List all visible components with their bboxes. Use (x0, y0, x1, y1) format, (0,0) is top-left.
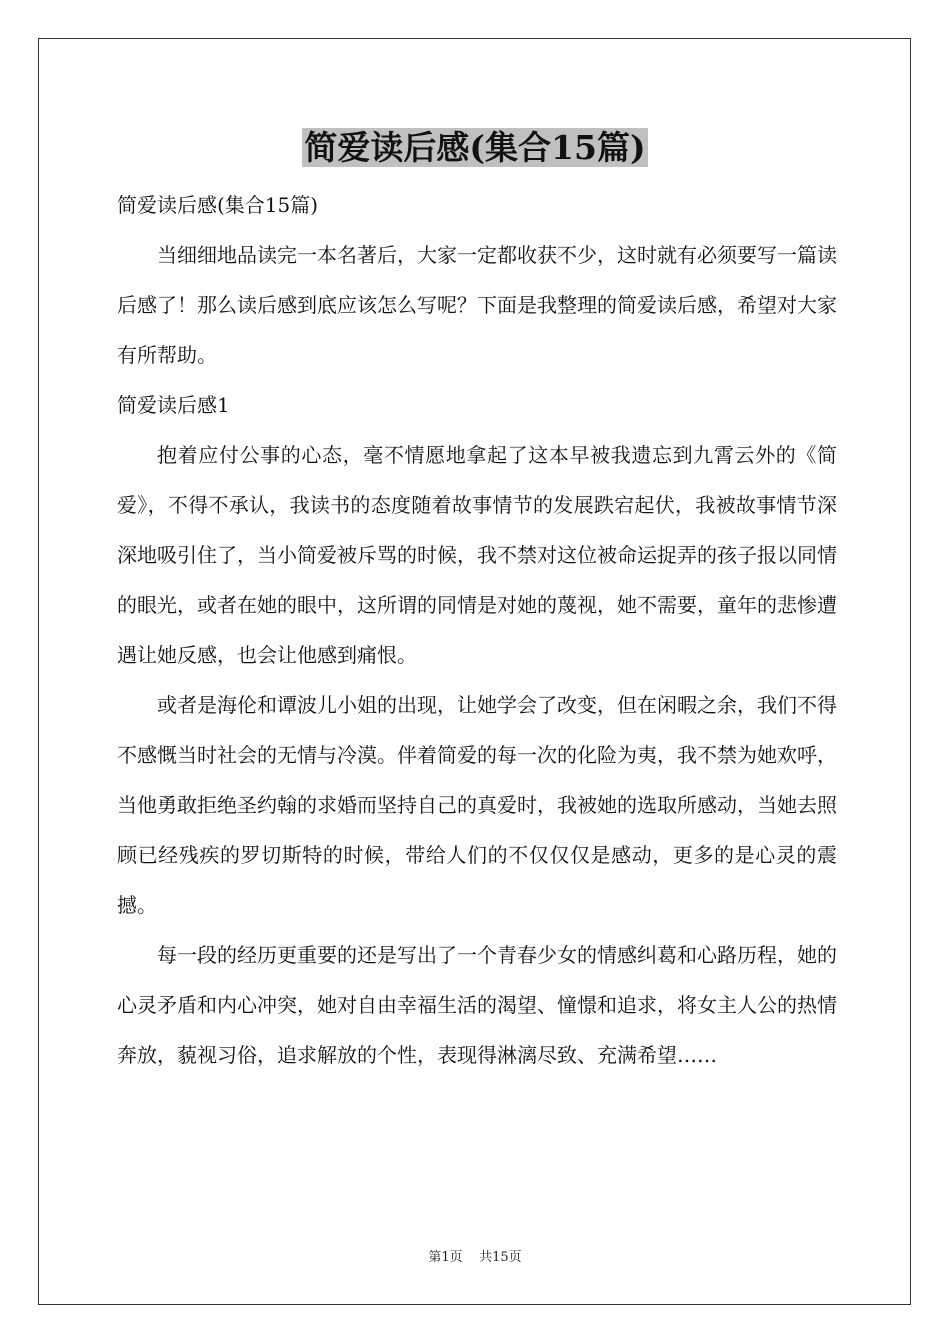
page-footer (0, 1246, 950, 1265)
page-total: 共15页 (479, 1250, 522, 1265)
title-text: 简爱读后感(集合15篇) (304, 128, 646, 167)
paragraph: 抱着应付公事的心态，毫不情愿地拿起了这本早被我遗忘到九霄云外的《简爱》，不得不承认，我读书的态度随着故事情节的发展跌宕起伏，我被故事情节深深地吸引住了，当小简爱被斥骂的时候，我不禁对这位被命运捉弄的孩子报以同情的眼光，或者在她的眼中，这所谓的同情是对她的蔑视，她不需要，童年的悲惨遭遇让她反感，也会让他感到痛恨。 (117, 443, 837, 667)
section-heading: 简爱读后感1 (117, 393, 230, 417)
document-body (117, 180, 837, 1080)
paragraph: 每一段的经历更重要的还是写出了一个青春少女的情感纠葛和心路历程，她的心灵矛盾和内心冲突，她对自由幸福生活的渴望、憧憬和追求，将女主人公的热情奔放，藐视习俗，追求解放的个性，表现得淋漓尽致、充满希望…… (117, 943, 837, 1067)
document-title (0, 126, 950, 170)
intro-paragraph: 当细细地品读完一本名著后，大家一定都收获不少，这时就有必须要写一篇读后感了！那么读后感到底应该怎么写呢？下面是我整理的简爱读后感，希望对大家有所帮助。 (117, 243, 837, 367)
page-number: 第1页 (428, 1250, 463, 1265)
subtitle: 简爱读后感(集合15篇) (117, 193, 319, 217)
paragraph: 或者是海伦和谭波儿小姐的出现，让她学会了改变，但在闲暇之余，我们不得不感慨当时社会的无情与冷漠。伴着简爱的每一次的化险为夷，我不禁为她欢呼，当他勇敢拒绝圣约翰的求婚而坚持自己的真爱时，我被她的选取所感动，当她去照顾已经残疾的罗切斯特的时候，带给人们的不仅仅仅是感动，更多的是心灵的震撼。 (117, 693, 837, 917)
